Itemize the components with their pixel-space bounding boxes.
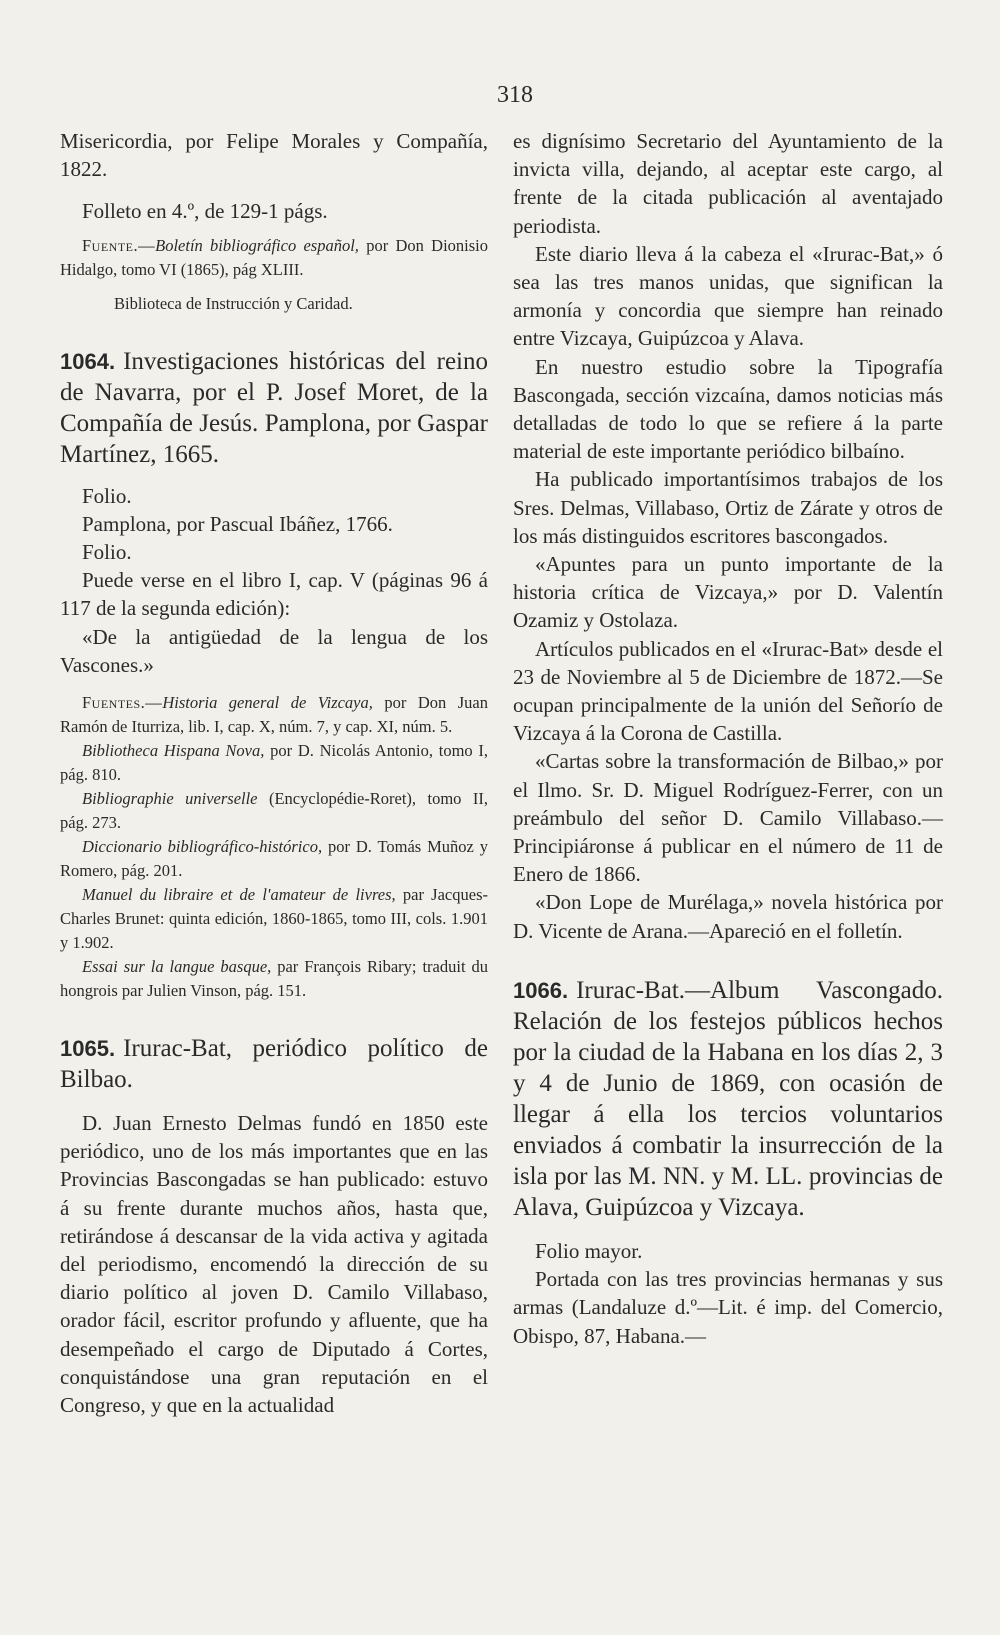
- entry-title: Investigaciones históricas del reino de Navarra, por el P. Josef Moret, de la Compañía de Jesús. Pamplona, por Gaspar Martínez, 1665.: [60, 347, 488, 468]
- paragraph: Folio.: [82, 483, 132, 508]
- paragraph: Misericordia, por Felipe Morales y Compañía, 1822.: [60, 129, 488, 182]
- paragraph: es dignísimo Secretario del Ayuntamiento de la invicta villa, dejando, al aceptar este cargo, al frente de la citada publicación al aventajado periodista.: [513, 129, 943, 238]
- entry-number: 1065.: [60, 1036, 116, 1062]
- library-note: Biblioteca de Instrucción y Caridad.: [114, 293, 353, 313]
- paragraph: Este diario lleva á la cabeza el «Irurac-Bat,» ó sea las tres manos unidas, que significan la armonía y concordia que siempre han reinado entre Vizcaya, Guipúzcoa y Alava.: [513, 241, 943, 351]
- paragraph: «Apuntes para un punto importante de la historia crítica de Vizcaya,» por D. Valentín Ozamiz y Ostolaza.: [513, 552, 943, 633]
- source-title: Manuel du libraire et de l'amateur de livres,: [82, 885, 396, 905]
- source-rest: par Jacques-Charles Brunet: quinta edición, 1860-1865, tomo III, cols. 1.901 y 1.902.: [60, 885, 488, 953]
- sources-block: [60, 691, 488, 1003]
- source-rest: por D. Tomás Muñoz y Romero, pág. 201.: [60, 837, 488, 881]
- source-title: Boletín bibliográfico español,: [155, 235, 359, 255]
- source-title: Bibliographie universelle: [82, 789, 258, 809]
- entry-title: Irurac-Bat.—Album Vascongado. Relación de los festejos públicos hechos por la ciudad de la Habana en los días 2, 3 y 4 de Junio de 1869, con ocasión de llegar á ella los tercios voluntarios enviados á combatir la insurrección de la isla por las M. NN. y M. LL. provincias de Alava, Guipúzcoa y Vizcaya.: [513, 976, 943, 1221]
- source-lead: Fuente.—: [82, 235, 156, 255]
- source-rest: por Don Juan Ramón de Iturriza, lib. I, cap. X, núm. 7, y cap. XI, núm. 5.: [60, 693, 488, 737]
- right-column: [513, 127, 943, 1350]
- paragraph: «Don Lope de Murélaga,» novela histórica por D. Vicente de Arana.—Apareció en el folletín.: [513, 890, 943, 943]
- source-rest: por Don Dionisio Hidalgo, tomo VI (1865), pág XLIII.: [60, 235, 488, 279]
- source-entry: [60, 955, 488, 1003]
- left-column: [60, 127, 488, 1419]
- source-title: Essai sur la langue basque,: [82, 957, 272, 977]
- source-title: Diccionario bibliográfico-histórico,: [82, 837, 323, 857]
- paragraph: Folio.: [82, 540, 132, 565]
- source-note: [60, 234, 488, 282]
- entry-number: 1064.: [60, 348, 116, 374]
- source-title: Historia general de Vizcaya,: [162, 693, 373, 713]
- source-entry: [60, 739, 488, 787]
- paragraph: En nuestro estudio sobre la Tipografía Bascongada, sección vizcaína, damos noticias más detalladas de todo lo que se refiere á la parte material de este importante periódico bilbaíno.: [513, 354, 943, 464]
- entry-1064: [60, 346, 488, 470]
- paragraph: Folleto en 4.º, de 129-1 págs.: [82, 199, 328, 224]
- source-entry: [60, 835, 488, 883]
- entry-number: 1066.: [513, 977, 569, 1003]
- paragraph: D. Juan Ernesto Delmas fundó en 1850 este periódico, uno de los más importantes que en las Provincias Bascongadas se han publicado: estuvo á su frente durante muchos años, hasta que, retirándose á descansar de la vida activa y agitada del periodismo, encomendó la dirección de su diario político al joven D. Camilo Villabaso, orador fácil, escritor profundo y afluente, que ha desempeñado el cargo de Diputado á Cortes, conquistándose una gran reputación en el Congreso, y que en la actualidad: [60, 1111, 488, 1418]
- source-lead: Fuentes.—: [82, 693, 163, 713]
- source-title: Bibliotheca Hispana Nova,: [82, 741, 265, 761]
- entry-1065: [60, 1033, 488, 1095]
- source-rest: por D. Nicolás Antonio, tomo I, pág. 810.: [60, 741, 488, 785]
- paragraph: Portada con las tres provincias hermanas y sus armas (Landaluze d.º—Lit. é imp. del Comercio, Obispo, 87, Habana.—: [513, 1267, 943, 1348]
- paragraph: «De la antigüedad de la lengua de los Vascones.»: [60, 624, 488, 677]
- source-rest: (Encyclopédie-Roret), tomo II, pág. 273.: [60, 789, 488, 833]
- entry-1066: [513, 975, 943, 1223]
- page-number: 318: [497, 82, 533, 108]
- source-entry: [60, 691, 488, 739]
- paragraph: Artículos publicados en el «Irurac-Bat» desde el 23 de Noviembre al 5 de Diciembre de 1872.—Se ocupan principalmente de la unión del Señorío de Vizcaya á la Corona de Castilla.: [513, 636, 943, 746]
- source-entry: [60, 787, 488, 835]
- source-rest: par François Ribary; traduit du hongrois par Julien Vinson, pág. 151.: [60, 957, 488, 1001]
- paragraph: Folio mayor.: [535, 1238, 643, 1263]
- entry-title: Irurac-Bat, periódico político de Bilbao.: [60, 1035, 488, 1094]
- paragraph: Pamplona, por Pascual Ibáñez, 1766.: [82, 511, 393, 536]
- paragraph: Ha publicado importantísimos trabajos de los Sres. Delmas, Villabaso, Ortiz de Zárate y otros de los más distinguidos escritores bascongados.: [513, 467, 943, 548]
- source-entry: [60, 883, 488, 955]
- paragraph: Puede verse en el libro I, cap. V (páginas 96 á 117 de la segunda edición):: [60, 568, 488, 621]
- paragraph: «Cartas sobre la transformación de Bilbao,» por el Ilmo. Sr. D. Miguel Rodríguez-Ferrer, con un preámbulo del señor D. Camilo Villabaso.—Principiáronse á publicar en el número de 11 de Enero de 1866.: [513, 749, 943, 887]
